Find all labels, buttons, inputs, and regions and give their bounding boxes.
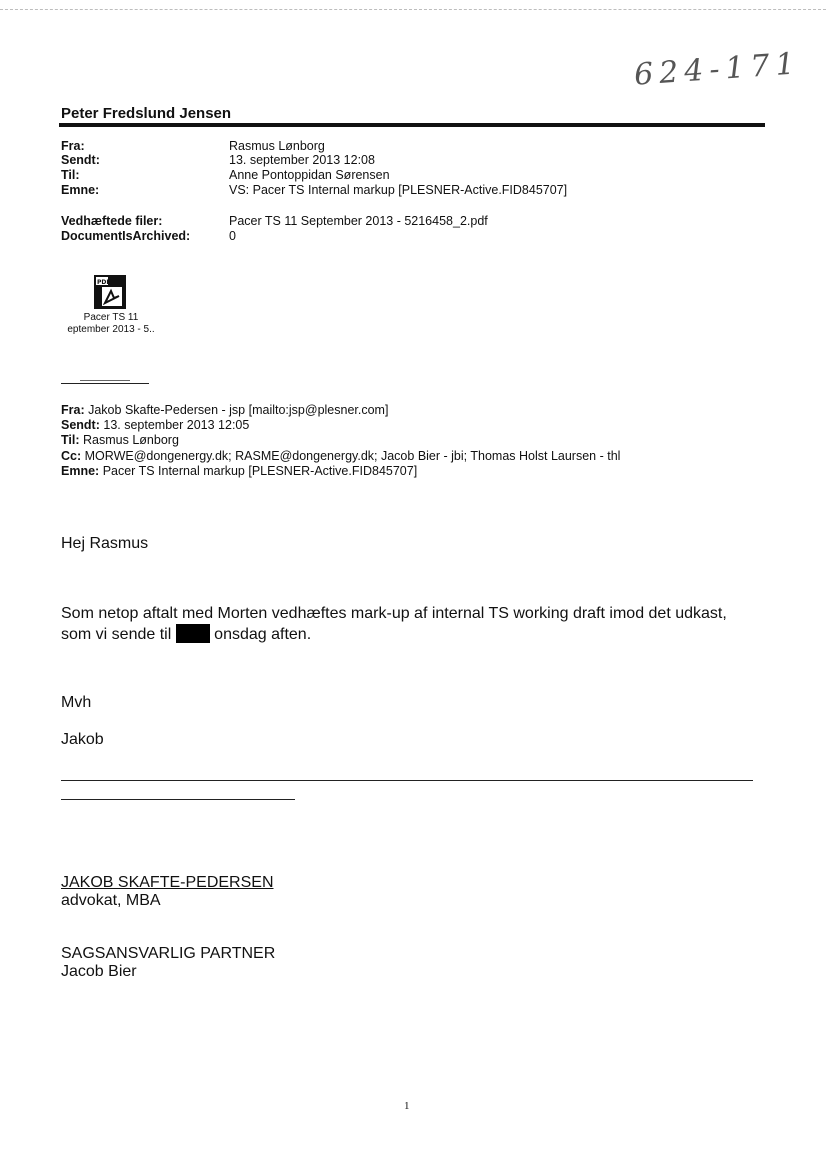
redaction-block: [176, 624, 210, 643]
body-paragraph-line2-start: som vi sende til: [61, 626, 172, 643]
attachment-caption-line1: Pacer TS 11: [83, 312, 139, 323]
attachment-caption-line2: eptember 2013 - 5..: [67, 324, 155, 335]
header-subject-value: VS: Pacer TS Internal markup [PLESNER-Active.FID845707]: [229, 183, 568, 197]
header-archived-label: DocumentIsArchived:: [61, 229, 191, 243]
header-to-label: Til:: [61, 168, 80, 182]
page-number: 1: [404, 1100, 410, 1112]
body-paragraph-line2: [61, 624, 311, 644]
partner-name: Jacob Bier: [61, 963, 137, 980]
attachment-caption[interactable]: [56, 312, 166, 336]
header-archived-value: 0: [229, 229, 236, 243]
separator-short: [61, 383, 149, 384]
header-to-value: Anne Pontoppidan Sørensen: [229, 168, 390, 182]
header-attachments-value[interactable]: Pacer TS 11 September 2013 - 5216458_2.pdf: [229, 214, 488, 228]
pdf-file-icon[interactable]: [92, 274, 128, 310]
partner-label: SAGSANSVARLIG PARTNER: [61, 945, 276, 962]
handwritten-note: 624-171: [632, 46, 802, 93]
forwarded-sent-label: Sendt:: [61, 418, 100, 432]
forwarded-to-value: Rasmus Lønborg: [83, 433, 179, 447]
separator-short-upper: [80, 380, 130, 381]
signoff: Jakob: [61, 731, 104, 748]
header-from-label: Fra:: [61, 139, 85, 153]
forwarded-from-value: Jakob Skafte-Pedersen - jsp [mailto:jsp@plesner.com]: [88, 403, 389, 417]
closing: Mvh: [61, 694, 92, 711]
owner-rule: [59, 123, 765, 127]
greeting: Hej Rasmus: [61, 535, 149, 552]
mailbox-owner-name: Peter Fredslund Jensen: [61, 105, 232, 122]
svg-text:PDF: PDF: [97, 279, 111, 286]
header-subject-label: Emne:: [61, 183, 100, 197]
header-sent-value: 13. september 2013 12:08: [229, 153, 375, 167]
forwarded-subject: [61, 464, 417, 478]
scan-top-border: [0, 9, 826, 10]
forwarded-from: [61, 403, 388, 417]
forwarded-sent: [61, 418, 249, 432]
forwarded-cc: [61, 449, 620, 463]
forwarded-cc-label: Cc:: [61, 449, 82, 463]
body-paragraph-line2-end: onsdag aften.: [214, 626, 312, 643]
signature-rule-long: [61, 780, 753, 781]
header-sent-label: Sendt:: [61, 153, 100, 167]
forwarded-from-label: Fra:: [61, 403, 85, 417]
forwarded-to-label: Til:: [61, 433, 80, 447]
signature-rule-short: [61, 799, 295, 800]
forwarded-subject-label: Emne:: [61, 464, 100, 478]
body-paragraph-line1: Som netop aftalt med Morten vedhæftes mark-up af internal TS working draft imod det udkast,: [61, 605, 727, 622]
header-from-value: Rasmus Lønborg: [229, 139, 325, 153]
signature-name[interactable]: JAKOB SKAFTE-PEDERSEN: [61, 874, 274, 891]
header-attachments-label: Vedhæftede filer:: [61, 214, 163, 228]
forwarded-sent-value: 13. september 2013 12:05: [103, 418, 250, 432]
forwarded-cc-value: MORWE@dongenergy.dk; RASME@dongenergy.dk; Jacob Bier - jbi; Thomas Holst Laursen - thl: [84, 449, 621, 463]
forwarded-to: [61, 433, 179, 447]
forwarded-subject-value: Pacer TS Internal markup [PLESNER-Active.FID845707]: [102, 464, 418, 478]
signature-title: advokat, MBA: [61, 892, 161, 909]
